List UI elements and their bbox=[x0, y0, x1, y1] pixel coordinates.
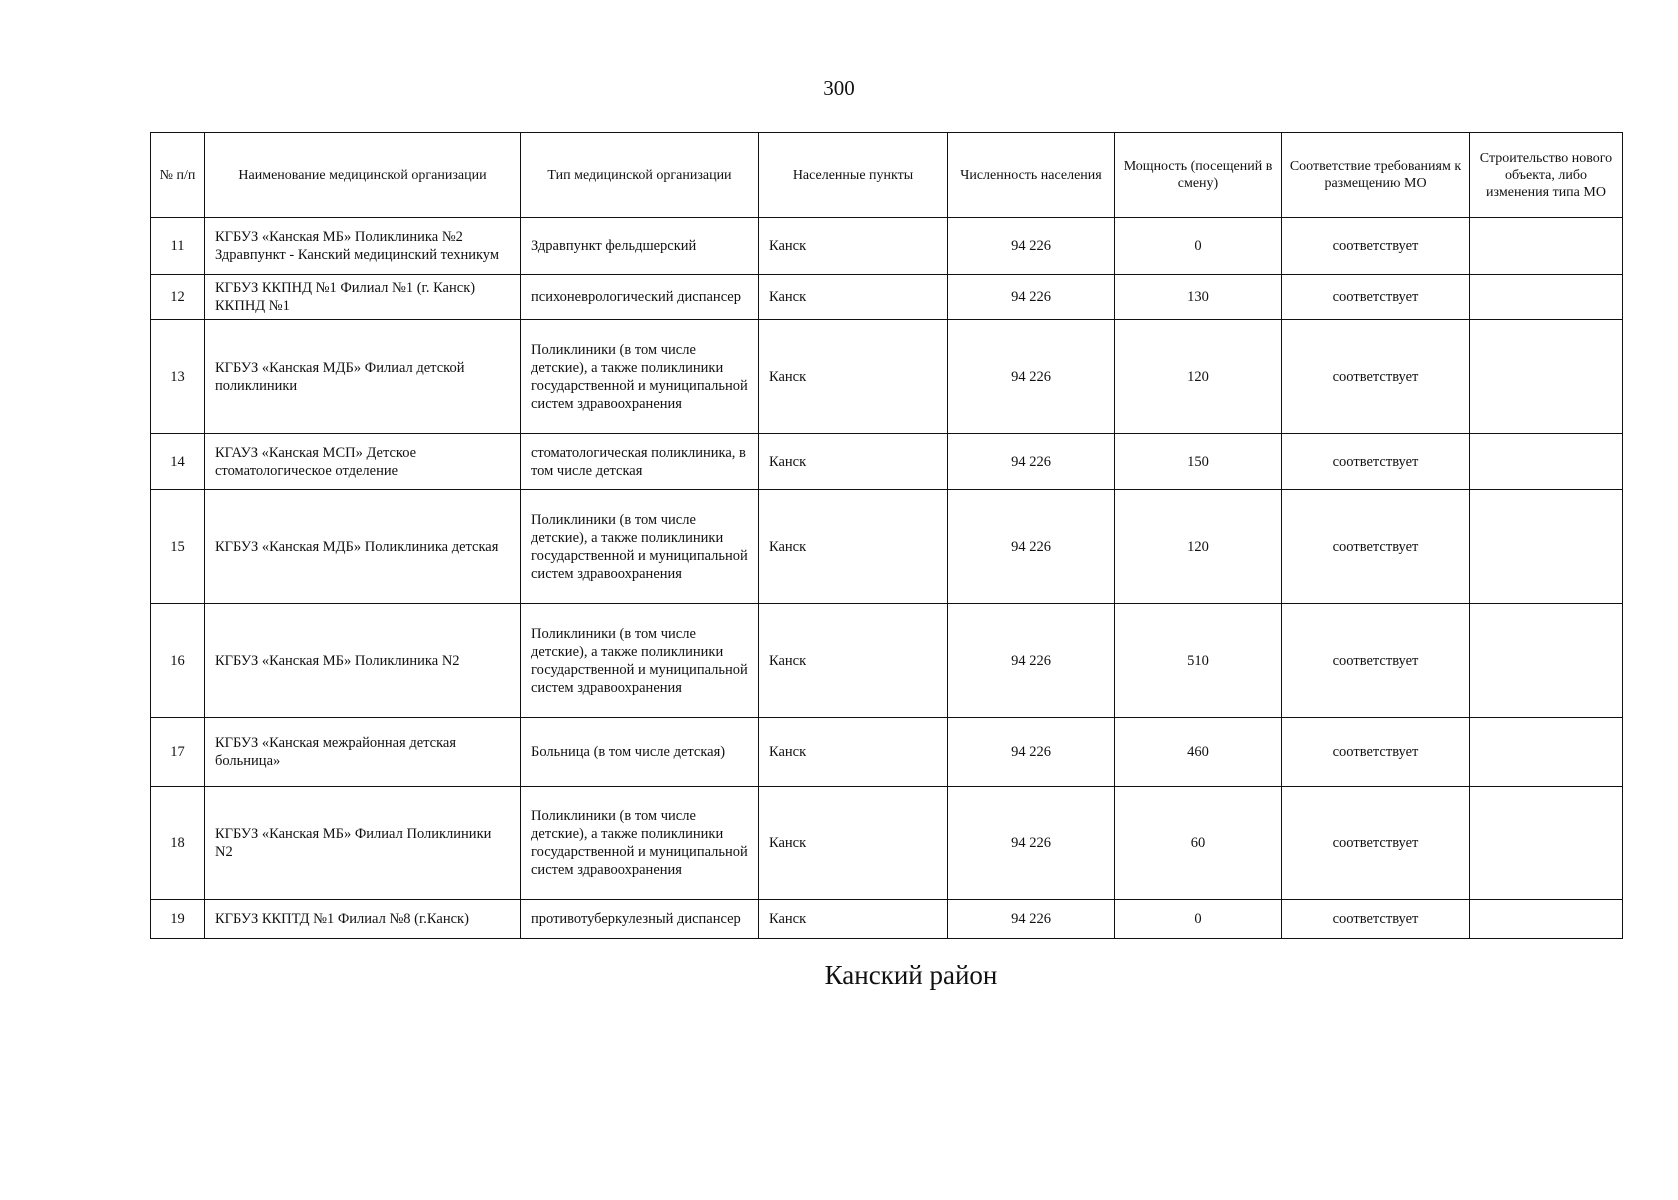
capacity: 460 bbox=[1115, 718, 1282, 787]
population: 94 226 bbox=[948, 490, 1115, 604]
population: 94 226 bbox=[948, 900, 1115, 939]
organization-type: Больница (в том числе детская) bbox=[521, 718, 759, 787]
header-cell: Наименование медицинской организации bbox=[205, 133, 521, 218]
table-row bbox=[151, 604, 1623, 718]
header-cell: Мощность (посещений в смену) bbox=[1115, 133, 1282, 218]
capacity: 0 bbox=[1115, 218, 1282, 275]
table-row bbox=[151, 900, 1623, 939]
row-number: 13 bbox=[151, 320, 205, 434]
capacity: 120 bbox=[1115, 320, 1282, 434]
header-cell: Соответствие требованиям к размещению МО bbox=[1282, 133, 1470, 218]
construction bbox=[1470, 275, 1623, 320]
compliance: соответствует bbox=[1282, 320, 1470, 434]
organization-type: психоневрологический диспансер bbox=[521, 275, 759, 320]
header-cell: Строительство нового объекта, либо изменения типа МО bbox=[1470, 133, 1623, 218]
row-number: 11 bbox=[151, 218, 205, 275]
table-row bbox=[151, 434, 1623, 490]
row-number: 17 bbox=[151, 718, 205, 787]
compliance: соответствует bbox=[1282, 490, 1470, 604]
organization-name: КГБУЗ ККПТД №1 Филиал №8 (г.Канск) bbox=[205, 900, 521, 939]
population: 94 226 bbox=[948, 218, 1115, 275]
population: 94 226 bbox=[948, 787, 1115, 900]
capacity: 130 bbox=[1115, 275, 1282, 320]
construction bbox=[1470, 490, 1623, 604]
organization-type: Поликлиники (в том числе детские), а также поликлиники государственной и муниципальной систем здравоохранения bbox=[521, 787, 759, 900]
locality: Канск bbox=[759, 900, 948, 939]
construction bbox=[1470, 218, 1623, 275]
row-number: 14 bbox=[151, 434, 205, 490]
organization-name: КГБУЗ «Канская межрайонная детская больница» bbox=[205, 718, 521, 787]
compliance: соответствует bbox=[1282, 218, 1470, 275]
population: 94 226 bbox=[948, 434, 1115, 490]
capacity: 60 bbox=[1115, 787, 1282, 900]
compliance: соответствует bbox=[1282, 275, 1470, 320]
table-header-row bbox=[151, 133, 1623, 218]
table-row bbox=[151, 275, 1623, 320]
header-cell: № п/п bbox=[151, 133, 205, 218]
organization-type: Поликлиники (в том числе детские), а также поликлиники государственной и муниципальной систем здравоохранения bbox=[521, 490, 759, 604]
organization-type: Поликлиники (в том числе детские), а также поликлиники государственной и муниципальной систем здравоохранения bbox=[521, 604, 759, 718]
row-number: 19 bbox=[151, 900, 205, 939]
construction bbox=[1470, 604, 1623, 718]
organization-name: КГБУЗ «Канская МБ» Поликлиника N2 bbox=[205, 604, 521, 718]
construction bbox=[1470, 900, 1623, 939]
population: 94 226 bbox=[948, 604, 1115, 718]
organization-name: КГБУЗ «Канская МДБ» Поликлиника детская bbox=[205, 490, 521, 604]
locality: Канск bbox=[759, 490, 948, 604]
compliance: соответствует bbox=[1282, 900, 1470, 939]
compliance: соответствует bbox=[1282, 604, 1470, 718]
capacity: 0 bbox=[1115, 900, 1282, 939]
header-cell: Населенные пункты bbox=[759, 133, 948, 218]
medical-organizations-table bbox=[150, 132, 1623, 939]
table-row bbox=[151, 218, 1623, 275]
capacity: 150 bbox=[1115, 434, 1282, 490]
construction bbox=[1470, 434, 1623, 490]
locality: Канск bbox=[759, 434, 948, 490]
district-heading: Канский район bbox=[824, 960, 998, 990]
organization-name: КГБУЗ «Канская МБ» Филиал Поликлиники N2 bbox=[205, 787, 521, 900]
row-number: 12 bbox=[151, 275, 205, 320]
table-row bbox=[151, 718, 1623, 787]
row-number: 15 bbox=[151, 490, 205, 604]
organization-name: КГБУЗ ККПНД №1 Филиал №1 (г. Канск) ККПНД №1 bbox=[205, 275, 521, 320]
locality: Канск bbox=[759, 604, 948, 718]
compliance: соответствует bbox=[1282, 718, 1470, 787]
locality: Канск bbox=[759, 218, 948, 275]
organization-type: Здравпункт фельдшерский bbox=[521, 218, 759, 275]
row-number: 18 bbox=[151, 787, 205, 900]
locality: Канск bbox=[759, 718, 948, 787]
capacity: 120 bbox=[1115, 490, 1282, 604]
population: 94 226 bbox=[948, 320, 1115, 434]
organization-name: КГБУЗ «Канская МДБ» Филиал детской поликлиники bbox=[205, 320, 521, 434]
table-row bbox=[151, 490, 1623, 604]
capacity: 510 bbox=[1115, 604, 1282, 718]
page-number: 300 bbox=[823, 76, 855, 100]
header-cell: Численность населения bbox=[948, 133, 1115, 218]
compliance: соответствует bbox=[1282, 434, 1470, 490]
table-row bbox=[151, 787, 1623, 900]
population: 94 226 bbox=[948, 718, 1115, 787]
compliance: соответствует bbox=[1282, 787, 1470, 900]
organization-name: КГБУЗ «Канская МБ» Поликлиника №2 Здравпункт - Канский медицинский техникум bbox=[205, 218, 521, 275]
population: 94 226 bbox=[948, 275, 1115, 320]
locality: Канск bbox=[759, 275, 948, 320]
locality: Канск bbox=[759, 787, 948, 900]
construction bbox=[1470, 718, 1623, 787]
organization-name: КГАУЗ «Канская МСП» Детское стоматологическое отделение bbox=[205, 434, 521, 490]
row-number: 16 bbox=[151, 604, 205, 718]
locality: Канск bbox=[759, 320, 948, 434]
table-row bbox=[151, 320, 1623, 434]
construction bbox=[1470, 320, 1623, 434]
construction bbox=[1470, 787, 1623, 900]
organization-type: Поликлиники (в том числе детские), а также поликлиники государственной и муниципальной систем здравоохранения bbox=[521, 320, 759, 434]
organization-type: стоматологическая поликлиника, в том числе детская bbox=[521, 434, 759, 490]
organization-type: противотуберкулезный диспансер bbox=[521, 900, 759, 939]
header-cell: Тип медицинской организации bbox=[521, 133, 759, 218]
